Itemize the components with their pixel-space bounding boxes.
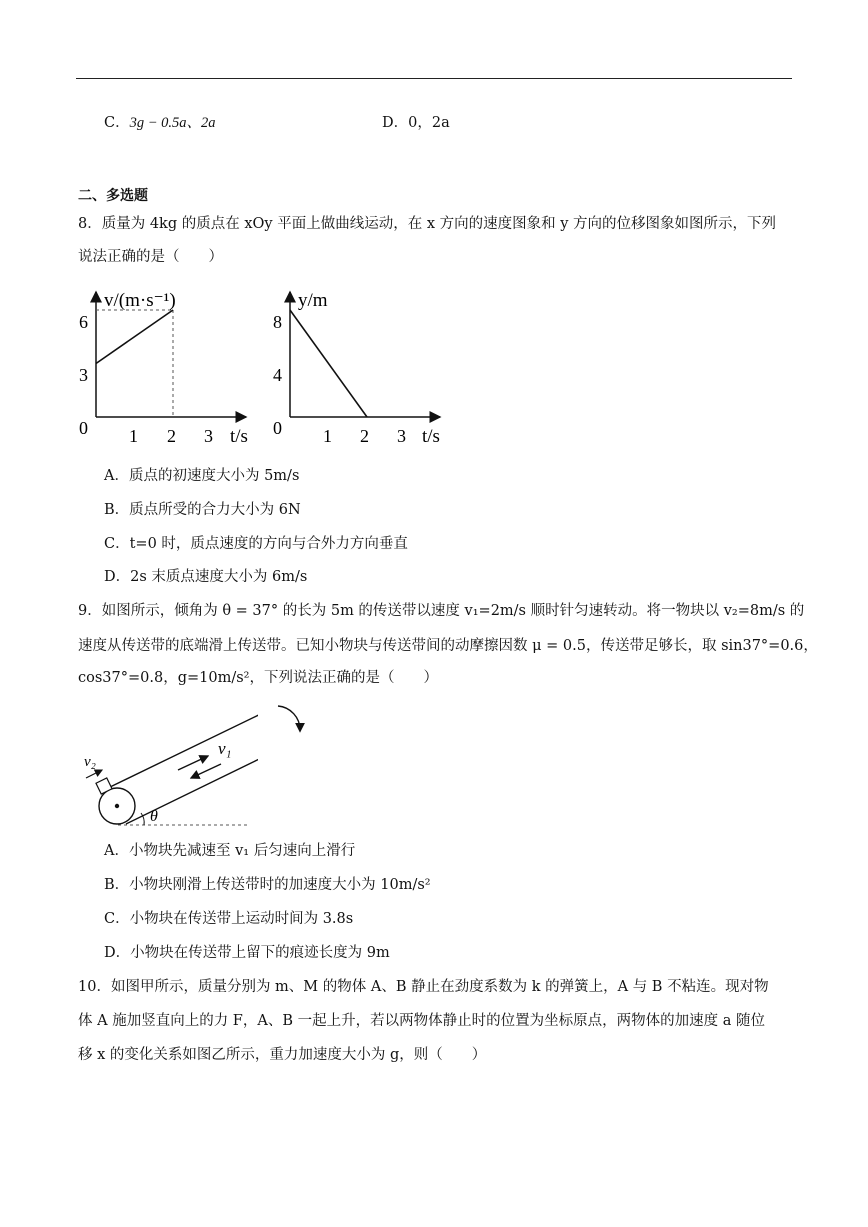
q10-stem-line3: 移 x 的变化关系如图乙所示，重力加速度大小为 g，则（ ）	[78, 1047, 487, 1063]
q9-stem-line1: 9．如图所示，倾角为 θ = 37° 的长为 5m 的传送带以速度 v₁=2m/s 顺时针匀速转动。将一物块以 v₂=8m/s 的	[78, 603, 805, 619]
q8-vt-xtick-3: 3	[204, 426, 213, 446]
q8-vt-xlabel: t/s	[230, 426, 248, 447]
prev-option-c-math: 3g − 0.5a、2a	[129, 115, 216, 131]
q8-yt-xtick-3: 3	[397, 426, 406, 446]
q9-v2-arrow	[86, 770, 102, 778]
q8-vt-origin: 0	[79, 418, 88, 438]
q9-stem-line3: cos37°=0.8，g=10m/s²，下列说法正确的是（ ）	[78, 670, 438, 686]
q9-option-a: A．小物块先减速至 v₁ 后匀速向上滑行	[104, 843, 356, 859]
prev-option-c: C．3g − 0.5a、2a	[104, 115, 216, 131]
q8-vt-graph	[78, 284, 258, 449]
q8-stem-line2: 说法正确的是（ ）	[78, 249, 223, 265]
q8-yt-origin: 0	[273, 418, 282, 438]
q8-yt-graph	[272, 284, 452, 449]
q9-conveyor-figure	[78, 700, 258, 830]
q8-vt-series-line	[96, 310, 173, 364]
q9-stem-line2: 速度从传送带的底端滑上传送带。已知小物块与传送带间的动摩擦因数 μ = 0.5，传送带足够长，取 sin37°=0.6，	[78, 638, 818, 654]
q9-option-b: B．小物块刚滑上传送带时的加速度大小为 10m/s²	[104, 877, 431, 893]
q8-yt-xtick-1: 1	[323, 426, 332, 446]
q9-theta-label: θ	[150, 808, 158, 825]
q8-option-a: A．质点的初速度大小为 5m/s	[104, 468, 300, 484]
q8-yt-ytick-8: 8	[273, 312, 282, 332]
prev-option-d: D．0，2a	[382, 115, 450, 131]
q9-option-d: D．小物块在传送带上留下的痕迹长度为 9m	[104, 945, 390, 961]
q8-option-d: D．2s 末质点速度大小为 6m/s	[104, 569, 308, 585]
q8-option-c: C．t=0 时，质点速度的方向与合外力方向垂直	[104, 536, 408, 552]
prev-option-d-text: 0，2a	[408, 115, 450, 131]
section-title: 二、多选题	[78, 188, 148, 204]
q8-vt-xtick-1: 1	[129, 426, 138, 446]
q8-yt-ylabel: y/m	[298, 290, 328, 311]
q8-yt-ytick-4: 4	[273, 365, 282, 385]
q9-v1-arrow-down	[191, 764, 221, 778]
q9-v2-label: v₂	[84, 754, 96, 770]
q8-vt-ylabel: v/(m·s⁻¹)	[104, 290, 176, 311]
q8-yt-xtick-2: 2	[360, 426, 369, 446]
q8-vt-ytick-3: 3	[79, 365, 88, 385]
q8-vt-xtick-2: 2	[167, 426, 176, 446]
q8-yt-xlabel: t/s	[422, 426, 440, 447]
q9-v1-arrow-up	[178, 756, 208, 770]
q9-option-c: C．小物块在传送带上运动时间为 3.8s	[104, 911, 354, 927]
q10-stem-line2: 体 A 施加竖直向上的力 F，A、B 一起上升，若以两物体静止时的位置为坐标原点，两物体的加速度 a 随位	[78, 1013, 765, 1029]
header-rule	[76, 78, 792, 79]
q8-stem-line1: 8．质量为 4kg 的质点在 xOy 平面上做曲线运动，在 x 方向的速度图象和 y 方向的位移图象如图所示，下列	[78, 216, 777, 232]
q8-vt-ytick-6: 6	[79, 312, 88, 332]
q9-v1-label: v₁	[218, 739, 232, 758]
q10-stem-line1: 10．如图甲所示，质量分别为 m、M 的物体 A、B 静止在劲度系数为 k 的弹簧上，A 与 B 不粘连。现对物	[78, 979, 769, 995]
q8-option-b: B．质点所受的合力大小为 6N	[104, 502, 301, 518]
q9-belt-bottom	[126, 745, 258, 824]
q9-rotation-arrow-icon	[258, 700, 318, 760]
q9-bottom-pulley-axle	[115, 804, 119, 808]
q9-belt-top	[108, 709, 258, 788]
q8-yt-series-line	[290, 310, 367, 417]
